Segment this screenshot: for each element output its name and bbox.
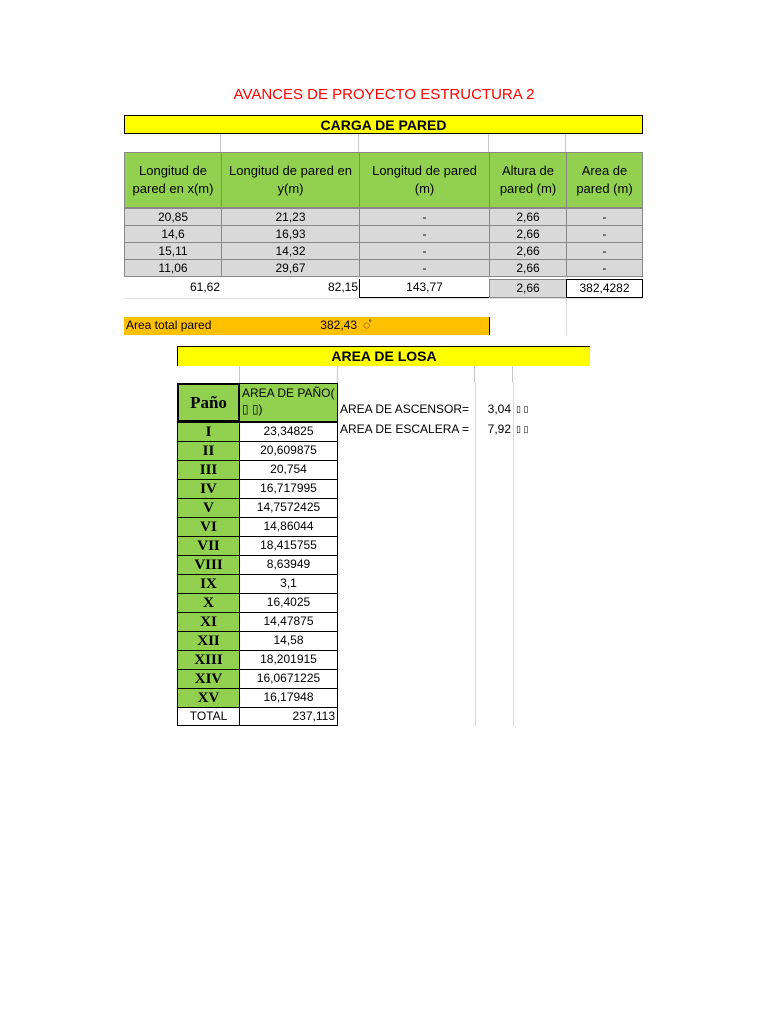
carga-cell: 14,6 xyxy=(124,225,222,243)
pano-label: III xyxy=(177,460,240,480)
pano-area: 14,47875 xyxy=(239,612,338,632)
pano-label: V xyxy=(177,498,240,518)
pano-area: 8,63949 xyxy=(239,555,338,575)
pano-label: XI xyxy=(177,612,240,632)
carga-spacer-row xyxy=(124,134,643,152)
carga-header-x: Longitud de pared en x(m) xyxy=(124,152,222,208)
pano-area: 3,1 xyxy=(239,574,338,594)
pano-area: 14,58 xyxy=(239,631,338,651)
carga-title: CARGA DE PARED xyxy=(124,115,643,134)
pano-label: X xyxy=(177,593,240,613)
losa-header-area: AREA DE PAÑO( ▯ ▯) xyxy=(239,383,338,422)
carga-cell: - xyxy=(359,259,490,277)
ascensor-unit: ▯ ▯ xyxy=(516,404,529,414)
carga-cell: 21,23 xyxy=(221,208,360,226)
pano-label: I xyxy=(177,422,240,442)
escalera-unit: ▯ ▯ xyxy=(516,424,529,434)
pano-area: 16,17948 xyxy=(239,688,338,708)
carga-cell: 29,67 xyxy=(221,259,360,277)
carga-cell: 2,66 xyxy=(489,259,567,277)
pano-label: XIII xyxy=(177,650,240,670)
carga-header-altura: Altura de pared (m) xyxy=(489,152,567,208)
carga-total-area: 382,4282 xyxy=(566,279,643,298)
carga-cell: - xyxy=(359,225,490,243)
carga-cell: - xyxy=(566,259,643,277)
losa-total-label: TOTAL xyxy=(177,707,240,726)
losa-title: AREA DE LOSA xyxy=(177,346,590,366)
pano-area: 23,34825 xyxy=(239,422,338,442)
carga-cell: - xyxy=(566,225,643,243)
pano-label: VIII xyxy=(177,555,240,575)
area-total-value: 382,43 xyxy=(222,317,359,335)
pano-area: 20,609875 xyxy=(239,441,338,461)
carga-cell: 2,66 xyxy=(489,208,567,226)
grid-line xyxy=(566,299,567,335)
carga-cell: 16,93 xyxy=(221,225,360,243)
carga-total-x: 61,62 xyxy=(189,280,220,294)
carga-total-longitud: 143,77 xyxy=(359,279,490,298)
carga-cell: 20,85 xyxy=(124,208,222,226)
pano-label: II xyxy=(177,441,240,461)
pano-area: 16,4025 xyxy=(239,593,338,613)
carga-cell: 2,66 xyxy=(489,225,567,243)
pano-label: XV xyxy=(177,688,240,708)
area-total-unit: ◌̊ xyxy=(359,317,490,335)
pano-area: 20,754 xyxy=(239,460,338,480)
page-title: AVANCES DE PROYECTO ESTRUCTURA 2 xyxy=(233,86,535,103)
carga-cell: 15,11 xyxy=(124,242,222,260)
carga-total-y: 82,15 xyxy=(327,280,358,294)
carga-cell: 14,32 xyxy=(221,242,360,260)
carga-total-altura: 2,66 xyxy=(489,279,567,298)
carga-cell: - xyxy=(359,208,490,226)
pano-label: VI xyxy=(177,517,240,537)
carga-header-longitud: Longitud de pared (m) xyxy=(359,152,490,208)
pano-label: IV xyxy=(177,479,240,499)
carga-header-y: Longitud de pared en y(m) xyxy=(221,152,360,208)
ascensor-value: 3,04 xyxy=(487,402,511,416)
pano-area: 18,201915 xyxy=(239,650,338,670)
losa-spacer-row xyxy=(177,366,590,383)
carga-header-area: Area de pared (m) xyxy=(566,152,643,208)
pano-area: 16,0671225 xyxy=(239,669,338,689)
pano-label: IX xyxy=(177,574,240,594)
escalera-value: 7,92 xyxy=(487,422,511,436)
escalera-label: AREA DE ESCALERA = xyxy=(340,422,470,436)
pano-area: 18,415755 xyxy=(239,536,338,556)
losa-total-value: 237,113 xyxy=(239,707,338,726)
pano-area: 14,7572425 xyxy=(239,498,338,518)
losa-header-pano: Paño xyxy=(177,383,240,422)
carga-cell: 2,66 xyxy=(489,242,567,260)
ascensor-label: AREA DE ASCENSOR= xyxy=(340,402,470,416)
area-total-label: Area total pared xyxy=(124,317,222,335)
pano-label: VII xyxy=(177,536,240,556)
carga-cell: - xyxy=(566,242,643,260)
pano-label: XII xyxy=(177,631,240,651)
pano-label: XIV xyxy=(177,669,240,689)
pano-area: 14,86044 xyxy=(239,517,338,537)
carga-cell: - xyxy=(359,242,490,260)
carga-cell: 11,06 xyxy=(124,259,222,277)
carga-cell: - xyxy=(566,208,643,226)
pano-area: 16,717995 xyxy=(239,479,338,499)
